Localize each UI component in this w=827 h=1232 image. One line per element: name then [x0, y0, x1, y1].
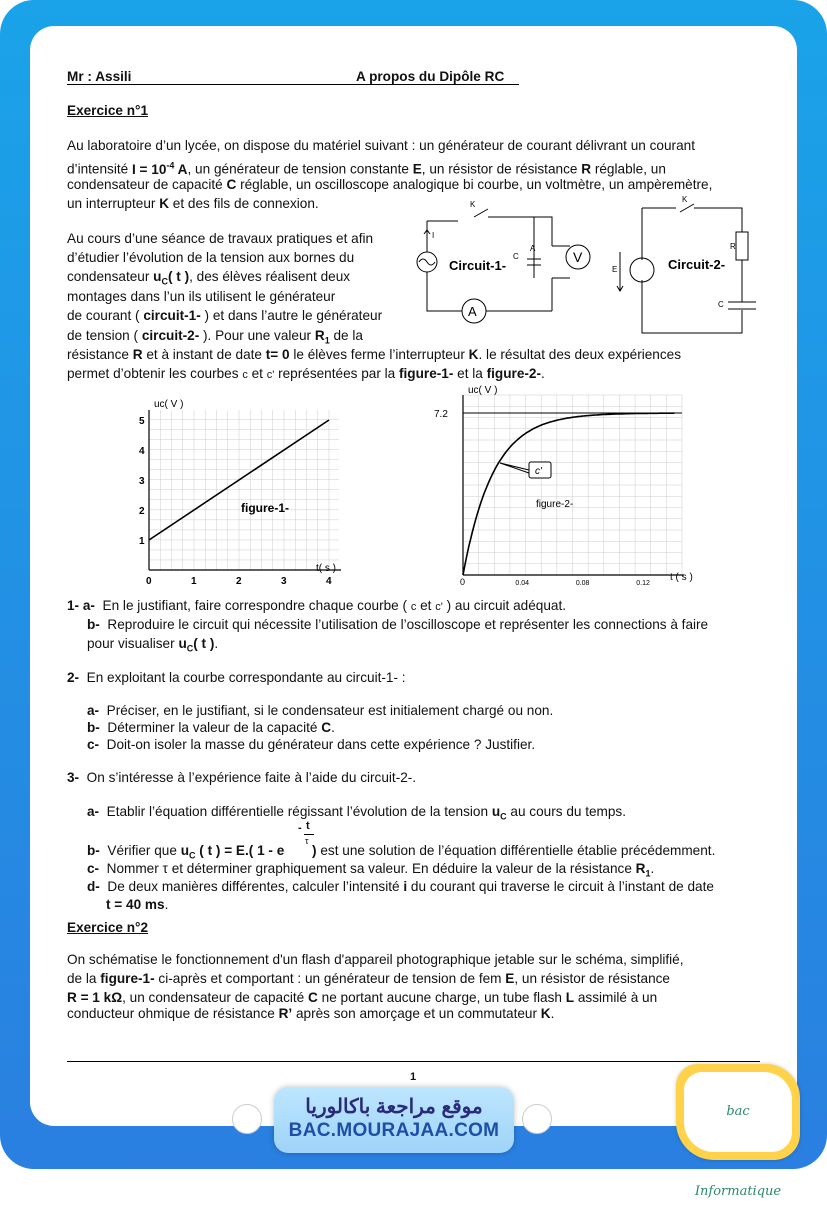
c1-i-label: I [432, 231, 435, 240]
circuit-2-label: Circuit-2- [668, 257, 726, 272]
figure-2-xlabel: t ( s ) [670, 572, 693, 583]
circuit-2-diagram [612, 192, 772, 337]
ex1-p1-line2: d’intensité $I = 10^{-4}$ A, un générateur de tension constante E, un résistor de résistance R réglable, un [67, 160, 666, 177]
figure-2-chart [412, 380, 702, 585]
figure-2-curve-label: c' [535, 466, 542, 477]
q1-a: 1- a- En le justifiant, faire correspondre chaque courbe ( c et c' ) au circuit adéquat. [67, 598, 566, 613]
figure-2-curve [463, 413, 674, 575]
figure-2-xtick: 0 [460, 577, 466, 585]
figure-1-xtick: 3 [281, 576, 287, 587]
figure-1-xtick: 2 [236, 576, 242, 587]
figure-1-ytick: 3 [139, 476, 145, 487]
ex2-line2: de la figure-1- ci-après et comportant : un générateur de tension de fem E, un résistor de résistance [67, 971, 670, 986]
exercise-1-title: Exercice n°1 [67, 103, 149, 118]
figure-1-title: figure-1- [241, 501, 289, 515]
circuit-1-label: Circuit-1- [449, 258, 507, 273]
ex1-p2-line5: de courant ( circuit-1- ) et dans l’autre le générateur [67, 308, 383, 323]
figure-1-xtick: 1 [191, 576, 197, 587]
figure-1-xlabel: t( s ) [316, 563, 336, 574]
ex1-p1-line3: condensateur de capacité C réglable, un oscilloscope analogique bi courbe, un voltmètre, un ampèremètre, [67, 177, 713, 192]
ex1-p1-line4: un interrupteur K et des fils de connexion. [67, 196, 319, 211]
ex2-line4: conducteur ohmique de résistance R’ après son amorçage et un commutateur K. [67, 1006, 555, 1021]
page-number: 1 [410, 1071, 417, 1083]
q2-intro: 2- En exploitant la courbe correspondante au circuit-1- : [67, 670, 406, 685]
figure-2-xtick: 0.08 [575, 580, 590, 585]
footer-rule [67, 1061, 760, 1062]
ex1-p2-line6: de tension ( circuit-2- ). Pour une valeur $R_1$ de la [67, 328, 363, 346]
ex1-p2-line8: permet d’obtenir les courbes c et c' représentées par la figure-1- et la figure-2-. [67, 366, 545, 381]
figure-2-xtick: 0.12 [636, 580, 650, 585]
voltmeter-label: V [573, 249, 583, 265]
ex1-p2-line3: condensateur $u_C$( t ), des élèves réalisent deux [67, 269, 351, 287]
q3-b: b- Vérifier que $u_C$ ( t ) = E.( 1 - e ) est une solution de l’équation différentielle établie précédemment. [87, 843, 716, 861]
q3-intro: 3- On s’intéresse à l’expérience faite à l’aide du circuit-2-. [67, 770, 417, 785]
q3-d: d- De deux manières différentes, calculer l’intensité i du courant qui traverse le circuit à l’instant de date [87, 879, 714, 894]
bac-informatique-badge [676, 1064, 800, 1199]
figure-1-ytick: 2 [139, 506, 145, 517]
site-url[interactable]: BAC.MOURAJAA.COM [288, 1120, 500, 1141]
q2-b: b- Déterminer la valeur de la capacité C. [87, 720, 335, 735]
document-title: A propos du Dipôle RC [356, 69, 505, 84]
q2-c: c- Doit-on isoler la masse du générateur dans cette expérience ? Justifier. [87, 737, 536, 752]
exercise-2-title: Exercice n°2 [67, 920, 149, 935]
figure-1-ylabel: uc( V ) [154, 399, 184, 410]
q3-b-exponent-sign: - [298, 822, 302, 834]
left-logo [232, 1104, 262, 1134]
figure-1-ytick: 1 [139, 536, 145, 547]
right-logo [522, 1104, 552, 1134]
figure-2-ytick: 7.2 [434, 409, 448, 420]
q3-b-exponent-num: t [306, 820, 310, 832]
c1-k-label: K [470, 200, 476, 209]
figure-1-xtick: 4 [326, 576, 332, 587]
c2-r-label: R [730, 242, 736, 251]
figure-2-ylabel: uc( V ) [468, 385, 498, 396]
q1-b: b- Reproduire le circuit qui nécessite l’utilisation de l’oscilloscope et représenter les connections à faire [87, 617, 709, 632]
ex1-p2-line4: montages dans l’un ils utilisent le générateur [67, 289, 336, 304]
ex1-p2-line7: résistance R et à instant de date t= 0 le élèves ferme l’interrupteur K. le résultat des deux expériences [67, 347, 682, 362]
q3-b-exponent-den: τ [305, 836, 309, 846]
site-banner[interactable] [274, 1087, 514, 1153]
site-arabic-name: موقع مراجعة باكالوريا [305, 1096, 483, 1118]
figure-1-chart [120, 390, 352, 590]
c1-a-label: A [530, 244, 536, 253]
q1-b-line2: pour visualiser $u_C$( t ). [87, 636, 219, 654]
q3-d-line2: t = 40 ms. [106, 897, 169, 912]
c2-c-label: C [718, 300, 724, 309]
c2-e-label: E [612, 265, 618, 274]
ex1-p2-line2: d’étudier l’évolution de la tension aux bornes du [67, 250, 355, 265]
c1-c-label: C [513, 252, 519, 261]
c2-k-label: K [682, 195, 688, 204]
badge-text: bac Informatique [684, 1072, 792, 1152]
ammeter-label: A [468, 304, 477, 319]
author: Mr : Assili [67, 69, 132, 84]
q2-a: a- Préciser, en le justifiant, si le condensateur est initialement chargé ou non. [87, 703, 554, 718]
figure-2-xtick: 0.04 [515, 580, 530, 585]
figure-1-ytick: 4 [139, 446, 145, 457]
ex1-p2-line1: Au cours d’une séance de travaux pratiques et afin [67, 231, 374, 246]
circuit-1-diagram [412, 196, 612, 336]
q3-a: a- Etablir l’équation différentielle régissant l’évolution de la tension $u_C$ au cours du temps. [87, 804, 627, 822]
ex1-p1-line1: Au laboratoire d’un lycée, on dispose du matériel suivant : un générateur de courant délivrant un courant [67, 138, 695, 153]
figure-1-xtick: 0 [146, 576, 152, 587]
ex2-line3: R = 1 kΩ, un condensateur de capacité C ne portant aucune charge, un tube flash L assimilé à un [67, 990, 658, 1005]
q3-c: c- Nommer τ et déterminer graphiquement sa valeur. En déduire la valeur de la résistance $R_1$. [87, 861, 655, 879]
header-rule [67, 84, 519, 85]
figure-1-ytick: 5 [139, 416, 145, 427]
ex2-line1: On schématise le fonctionnement d'un flash d'appareil photographique jetable sur le schéma, simplifié, [67, 952, 684, 967]
figure-2-title: figure-2- [536, 499, 574, 510]
